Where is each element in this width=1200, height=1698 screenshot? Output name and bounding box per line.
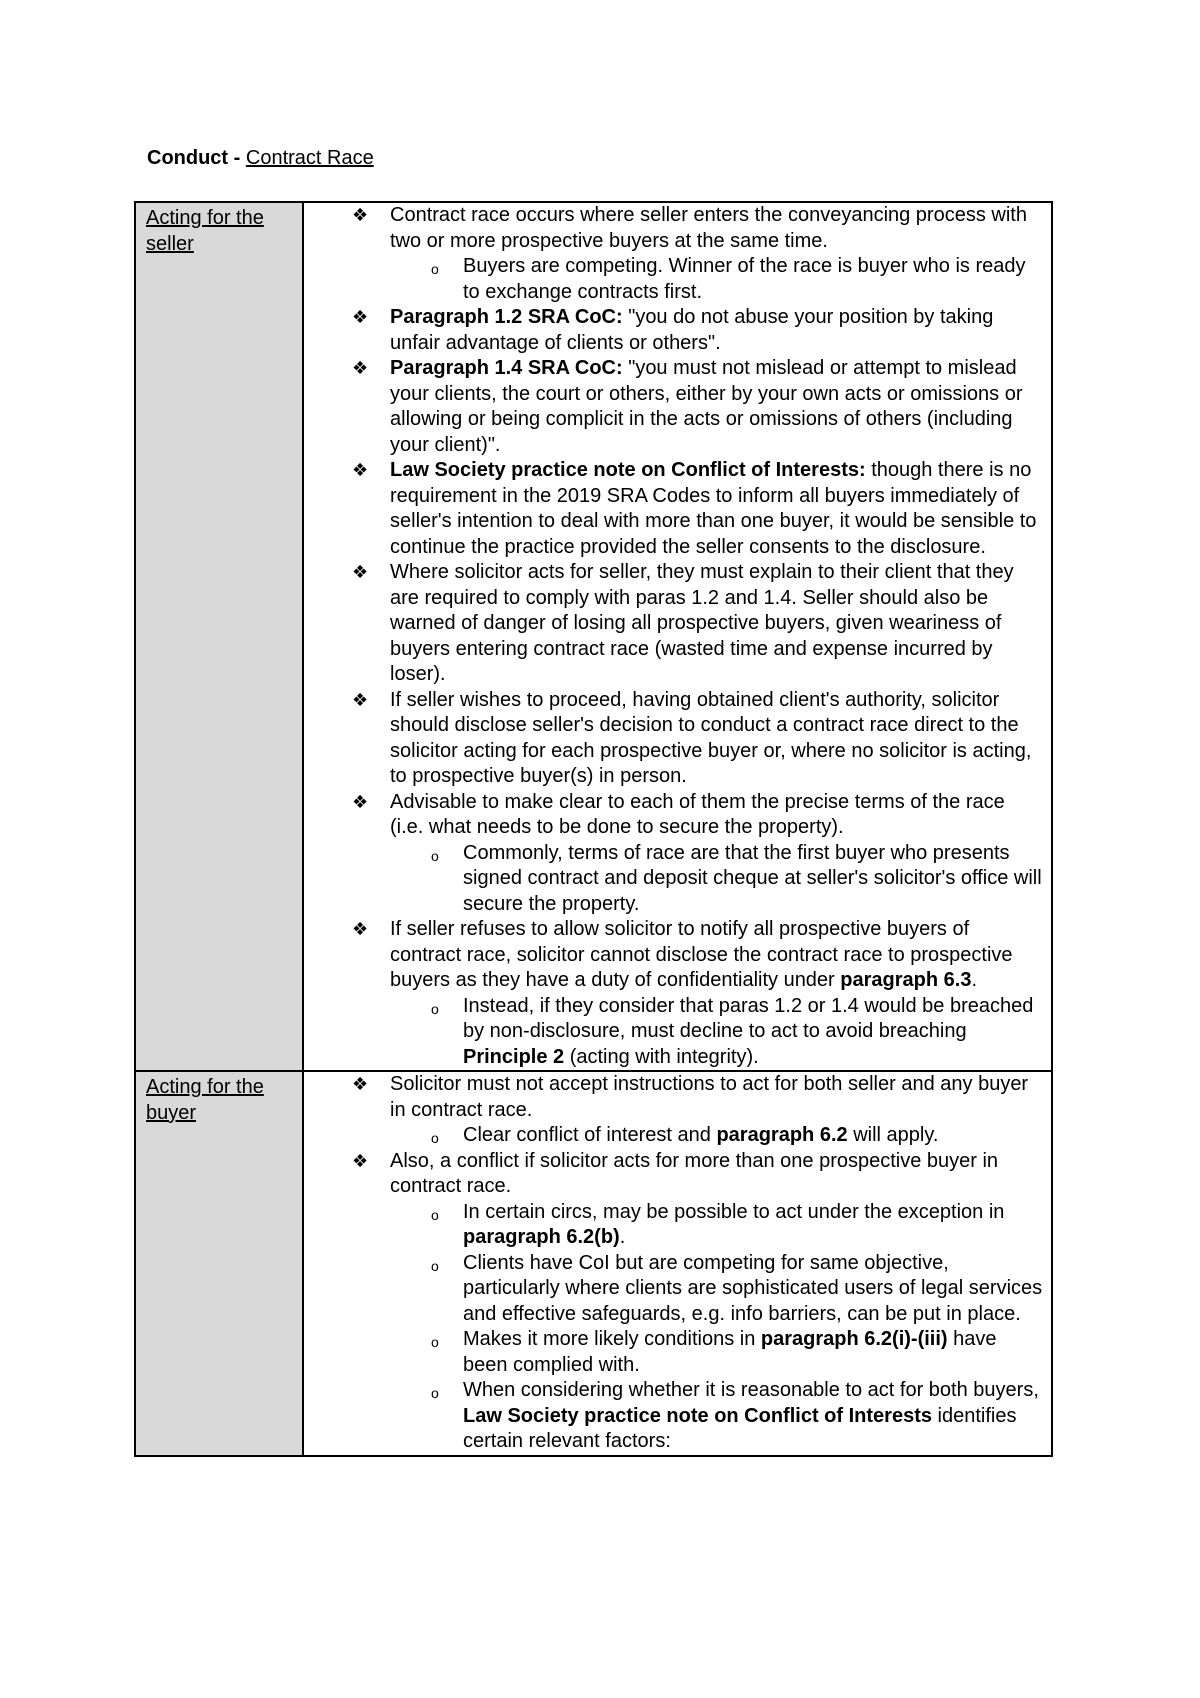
diamond-bullet-icon: ❖ <box>352 358 369 378</box>
bullet-list <box>304 1072 1043 1455</box>
text-run: have been complied with. <box>463 1328 997 1376</box>
text-run: . <box>619 1226 626 1248</box>
sub-bullet-list <box>390 841 1043 918</box>
diamond-bullet-icon: ❖ <box>352 1074 369 1094</box>
text-run: Buyers are competing. Winner of the race is buyer who is ready to exchange contracts first. <box>463 255 1026 303</box>
row-content <box>303 202 1052 1071</box>
list-item <box>304 917 1043 1070</box>
sub-list-item <box>390 1123 1043 1149</box>
text-run: Instead, if they consider that paras 1.2 or 1.4 would be breached by non-disclosure, must decline to act to avoid breaching <box>463 994 1034 1042</box>
diamond-bullet-icon: ❖ <box>352 460 369 480</box>
text-run: . <box>971 969 978 991</box>
circle-bullet-icon: o <box>431 847 439 864</box>
circle-bullet-icon: o <box>431 1385 439 1401</box>
circle-bullet-icon: o <box>431 261 439 277</box>
bold-reference: paragraph 6.2(b) <box>463 1226 620 1248</box>
text-run: When considering whether it is reasonable to act for both buyers, <box>463 1379 1039 1401</box>
diamond-bullet-icon: ❖ <box>352 791 369 812</box>
title-rest: Contract Race <box>245 147 374 169</box>
text-run: "you must not mislead or attempt to mislead your clients, the court or others, either by your own acts or omissions or allowing or being complicit in the acts or omissions of others (including your client)". <box>390 357 1023 456</box>
text-run: Advisable to make clear to each of them the precise terms of the race (i.e. what needs to be done to secure the property). <box>390 790 1005 838</box>
text-run: Where solicitor acts for seller, they must explain to their client that they are required to comply with paras 1.2 and 1.4. Seller should also be warned of danger of losing all prospective buyers, given weariness of buyers entering contract race (wasted time and expense incurred by loser). <box>390 561 1014 685</box>
list-item <box>304 356 1043 458</box>
list-item <box>304 458 1043 560</box>
text-run: Also, a conflict if solicitor acts for more than one prospective buyer in contract race. <box>390 1149 999 1197</box>
bold-reference: paragraph 6.3 <box>840 969 972 991</box>
row-content <box>303 1071 1052 1456</box>
list-item <box>304 1072 1043 1149</box>
list-item <box>304 560 1043 688</box>
bold-reference: Principle 2 <box>463 1045 565 1068</box>
row-label: Acting for the seller <box>135 202 303 1071</box>
sub-list-item <box>390 841 1043 918</box>
document-title <box>147 146 374 170</box>
notes-table <box>134 201 1053 1457</box>
text-run: (acting with integrity). <box>564 1045 759 1068</box>
text-run: identifies certain relevant factors: <box>463 1404 1017 1452</box>
circle-bullet-icon: o <box>431 1257 439 1274</box>
title-bold: Conduct - <box>147 147 241 169</box>
text-run: Makes it more likely conditions in <box>463 1328 761 1350</box>
sub-list-item <box>390 1251 1043 1328</box>
sub-list-item <box>390 1327 1043 1378</box>
diamond-bullet-icon: ❖ <box>352 689 369 710</box>
sub-bullet-list <box>390 1200 1043 1455</box>
text-run: "you do not abuse your position by taking unfair advantage of clients or others". <box>390 306 994 354</box>
text-run: Solicitor must not accept instructions to act for both seller and any buyer in contract race. <box>390 1073 1029 1121</box>
table-row <box>135 202 1052 1071</box>
circle-bullet-icon: o <box>431 1000 439 1017</box>
sub-list-item <box>390 1200 1043 1251</box>
bold-reference: Law Society practice note on Conflict of Interests <box>463 1404 932 1427</box>
text-run: Contract race occurs where seller enters the conveyancing process with two or more prospective buyers at the same time. <box>390 204 1027 252</box>
sub-bullet-list <box>390 254 1043 305</box>
circle-bullet-icon: o <box>431 1334 439 1350</box>
bold-reference: Law Society practice note on Conflict of Interests: <box>390 459 866 481</box>
text-run: In certain circs, may be possible to act under the exception in <box>463 1200 1005 1223</box>
circle-bullet-icon: o <box>431 1130 439 1146</box>
bold-reference: paragraph 6.2 <box>716 1124 848 1146</box>
sub-bullet-list <box>390 994 1043 1071</box>
diamond-bullet-icon: ❖ <box>352 562 369 582</box>
table-row <box>135 1071 1052 1456</box>
sub-bullet-list <box>390 1123 1043 1149</box>
diamond-bullet-icon: ❖ <box>352 205 369 225</box>
bold-reference: paragraph 6.2(i)-(iii) <box>760 1328 948 1350</box>
text-run: If seller wishes to proceed, having obtained client's authority, solicitor should disclose seller's decision to conduct a contract race direct to the solicitor acting for each prospective buyer or, where no solicitor is acting, to prospective buyer(s) in person. <box>390 688 1032 787</box>
list-item <box>304 305 1043 356</box>
bold-reference: Paragraph 1.2 SRA CoC: <box>390 306 623 328</box>
sub-list-item <box>390 254 1043 305</box>
diamond-bullet-icon: ❖ <box>352 919 369 939</box>
list-item <box>304 1149 1043 1455</box>
text-run: Clear conflict of interest and <box>463 1124 717 1146</box>
list-item <box>304 688 1043 790</box>
diamond-bullet-icon: ❖ <box>352 1150 369 1171</box>
text-run: will apply. <box>847 1124 939 1146</box>
row-label: Acting for the buyer <box>135 1071 303 1456</box>
text-run: though there is no requirement in the 2019 SRA Codes to inform all buyers immediately of seller's intention to deal with more than one buyer, it would be sensible to continue the practice provided the seller consents to the disclosure. <box>390 459 1037 558</box>
text-run: Clients have CoI but are competing for same objective, particularly where clients are sophisticated users of legal services and effective safeguards, e.g. info barriers, can be put in place. <box>463 1251 1043 1325</box>
list-item <box>304 203 1043 305</box>
text-run: If seller refuses to allow solicitor to notify all prospective buyers of contract race, solicitor cannot disclose the contract race to prospective buyers as they have a duty of confidentiality under <box>390 918 1013 991</box>
list-item <box>304 790 1043 918</box>
diamond-bullet-icon: ❖ <box>352 307 369 327</box>
circle-bullet-icon: o <box>431 1206 439 1223</box>
sub-list-item <box>390 994 1043 1071</box>
text-run: Commonly, terms of race are that the first buyer who presents signed contract and deposit cheque at seller's solicitor's office will secure the property. <box>463 841 1042 915</box>
sub-list-item <box>390 1378 1043 1455</box>
bullet-list <box>304 203 1043 1070</box>
bold-reference: Paragraph 1.4 SRA CoC: <box>390 357 623 379</box>
